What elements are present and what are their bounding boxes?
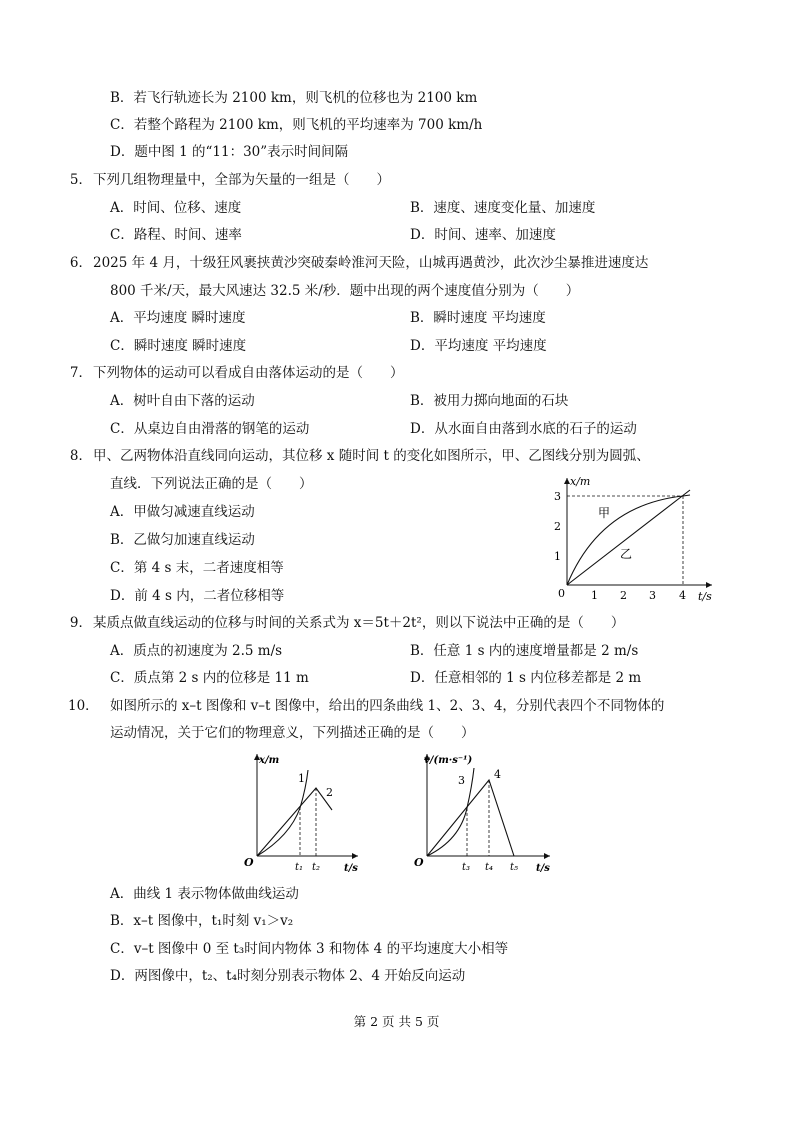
q5-number: 5． — [69, 172, 92, 188]
q8-stem-line1: 甲、乙两物体沿直线同向运动，其位移 x 随时间 t 的变化如图所示，甲、乙图线分别为圆弧、 — [93, 448, 650, 464]
q7-option-b: B．被用力掷向地面的石块 — [410, 393, 569, 409]
q10-vt-t5: t₅ — [510, 862, 519, 873]
q8-number: 8． — [69, 448, 92, 464]
q7-option-a: A．树叶自由下落的运动 — [110, 393, 255, 409]
q9-option-c: C．质点第 2 s 内的位移是 11 m — [110, 670, 309, 686]
q10-xt-origin: O — [244, 856, 254, 869]
q10-vt-t4: t₄ — [485, 862, 494, 873]
q8-option-a: A．甲做匀减速直线运动 — [110, 504, 255, 520]
q5-option-b: B．速度、速度变化量、加速度 — [410, 200, 596, 216]
q8-xlabel: t/s — [698, 590, 712, 603]
q10-option-a: A．曲线 1 表示物体做曲线运动 — [110, 886, 299, 902]
q10-option-c: C．v–t 图像中 0 至 t₃时间内物体 3 和物体 4 的平均速度大小相等 — [110, 941, 509, 957]
q6-stem-line2: 800 千米/天，最大风速达 32.5 米/秒．题中出现的两个速度值分别为（ ） — [110, 283, 580, 299]
q9-option-d: D．任意相邻的 1 s 内位移差都是 2 m — [410, 670, 642, 686]
q10-stem-line2: 运动情况，关于它们的物理意义，下列描述正确的是（ ） — [110, 725, 475, 741]
q8-option-c: C．第 4 s 末，二者速度相等 — [110, 560, 284, 576]
q10-number: 10． — [68, 698, 99, 714]
q10-vt-t3: t₃ — [462, 862, 471, 873]
q7-option-d: D．从水面自由落到水底的石子的运动 — [410, 421, 637, 437]
q8-xtick-3: 3 — [649, 589, 656, 602]
q8-line-yi — [567, 490, 690, 585]
q6-option-b: B．瞬时速度 平均速度 — [410, 310, 546, 326]
q10-label-2: 2 — [326, 786, 333, 799]
q4-option-d: D．题中图 1 的“11：30”表示时间间隔 — [110, 144, 349, 160]
q8-option-d: D．前 4 s 内，二者位移相等 — [110, 588, 285, 604]
q8-origin: 0 — [558, 587, 565, 600]
q8-ytick-1: 1 — [554, 550, 561, 563]
q5-option-c: C．路程、时间、速率 — [110, 227, 242, 243]
q6-number: 6． — [69, 255, 92, 271]
q6-option-d: D．平均速度 平均速度 — [410, 338, 547, 354]
q9-stem: 某质点做直线运动的位移与时间的关系式为 x＝5t＋2t²，则以下说法中正确的是（ ） — [93, 615, 625, 631]
q10-vt-origin: O — [414, 856, 424, 869]
q8-xtick-1: 1 — [591, 589, 598, 602]
q9-number: 9． — [69, 615, 92, 631]
q7-stem: 下列物体的运动可以看成自由落体运动的是（ ） — [93, 365, 404, 381]
q5-stem: 下列几组物理量中，全部为矢量的一组是（ ） — [93, 172, 390, 188]
q10-xt-graph — [240, 748, 370, 878]
q8-label-yi: 乙 — [620, 547, 633, 561]
q6-stem-line1: 2025 年 4 月，十级狂风裹挟黄沙突破秦岭淮河天险，山城再遇黄沙，此次沙尘暴推进速度达 — [93, 255, 649, 271]
q10-vt-ylabel: v/(m·s⁻¹) — [424, 755, 473, 766]
q10-vt-graph — [410, 748, 560, 878]
q7-option-c: C．从桌边自由滑落的钢笔的运动 — [110, 421, 310, 437]
q8-xtick-2: 2 — [620, 589, 627, 602]
q10-xt-ylabel: x/m — [259, 755, 280, 766]
q8-xt-graph — [540, 470, 720, 610]
q8-xtick-4: 4 — [679, 589, 686, 602]
q10-xt-t1: t₁ — [295, 862, 304, 873]
q5-option-a: A．时间、位移、速度 — [110, 200, 242, 216]
q8-ylabel: x/m — [570, 475, 591, 488]
q9-option-b: B．任意 1 s 内的速度增量都是 2 m/s — [410, 643, 639, 659]
q10-curve-2 — [257, 788, 332, 856]
q8-ytick-2: 2 — [554, 520, 561, 533]
q10-vt-xlabel: t/s — [536, 863, 550, 874]
q10-label-4: 4 — [494, 768, 501, 781]
q10-label-3: 3 — [458, 774, 465, 787]
q5-option-d: D．时间、速率、加速度 — [410, 227, 556, 243]
q8-ytick-3: 3 — [554, 490, 561, 503]
q6-option-c: C．瞬时速度 瞬时速度 — [110, 338, 247, 354]
q10-xt-t2: t₂ — [312, 862, 321, 873]
q9-option-a: A．质点的初速度为 2.5 m/s — [110, 643, 283, 659]
q4-option-c: C．若整个路程为 2100 km，则飞机的平均速率为 700 km/h — [110, 117, 483, 133]
q8-curve-jia — [567, 495, 690, 585]
q10-option-d: D．两图像中，t₂、t₄时刻分别表示物体 2、4 开始反向运动 — [110, 968, 466, 984]
q8-stem-line2: 直线．下列说法正确的是（ ） — [110, 476, 313, 492]
page-footer: 第 2 页 共 5 页 — [353, 1014, 440, 1029]
q10-curve-3 — [427, 768, 474, 856]
q4-option-b: B．若飞行轨迹长为 2100 km，则飞机的位移也为 2100 km — [110, 90, 478, 106]
q10-option-b: B．x–t 图像中，t₁时刻 v₁＞v₂ — [110, 913, 294, 929]
q7-number: 7． — [69, 365, 92, 381]
q10-stem-line1: 如图所示的 x–t 图像和 v–t 图像中，给出的四条曲线 1、2、3、4，分别代表四个不同物体的 — [110, 698, 665, 714]
q10-xt-xlabel: t/s — [344, 863, 358, 874]
q10-label-1: 1 — [298, 772, 305, 785]
q8-label-jia: 甲 — [598, 506, 611, 520]
q8-option-b: B．乙做匀加速直线运动 — [110, 532, 255, 548]
q6-option-a: A．平均速度 瞬时速度 — [110, 310, 246, 326]
